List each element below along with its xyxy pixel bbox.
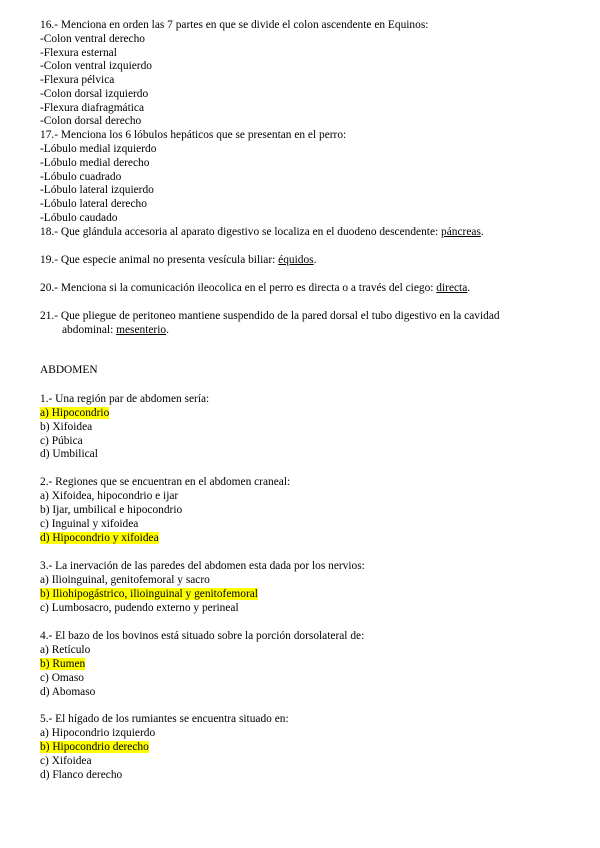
list-item: -Colon ventral izquierdo — [40, 60, 152, 72]
mc-option-label: d) Hipocondrio y xifoidea — [40, 532, 159, 544]
mc-option-label: c) Omaso — [40, 672, 84, 684]
mc-option — [40, 518, 138, 532]
mc-option — [40, 727, 155, 741]
question-20 — [40, 282, 470, 296]
question-20-end: . — [467, 282, 471, 294]
question-18-text: 18.- Que glándula accesoria al aparato digestivo se localiza en el duodeno descendente: — [40, 226, 442, 238]
mc-option-label: d) Flanco derecho — [40, 769, 123, 781]
list-item: -Lóbulo medial izquierdo — [40, 143, 157, 155]
mc-option — [40, 407, 109, 421]
mc-option — [40, 769, 122, 783]
mc-question: 2.- Regiones que se encuentran en el abdomen craneal: — [40, 476, 291, 488]
list-item: -Lóbulo medial derecho — [40, 157, 150, 169]
mc-question: 5.- El hígado de los rumiantes se encuentra situado en: — [40, 713, 289, 725]
mc-option — [40, 448, 98, 462]
mc-option-label: a) Ilioinguinal, genitofemoral y sacro — [40, 574, 210, 586]
mc-question: 4.- El bazo de los bovinos está situado sobre la porción dorsolateral de: — [40, 630, 365, 642]
question-21-text: abdominal: — [62, 324, 117, 336]
question-21-line-1: 21.- Que pliegue de peritoneo mantiene suspendido de la pared dorsal el tubo digestivo en la cavidad — [40, 310, 500, 322]
mc-option — [40, 588, 258, 602]
mc-option-label: b) Hipocondrio derecho — [40, 741, 149, 753]
question-19 — [40, 254, 316, 268]
list-item: -Flexura diafragmática — [40, 102, 145, 114]
mc-question: 3.- La inervación de las paredes del abdomen esta dada por los nervios: — [40, 560, 365, 572]
mc-option-label: b) Ijar, umbilical e hipocondrio — [40, 504, 183, 516]
question-19-end: . — [313, 254, 317, 266]
mc-option — [40, 532, 159, 546]
mc-option — [40, 644, 90, 658]
list-item: -Flexura pélvica — [40, 74, 115, 86]
mc-option — [40, 658, 85, 672]
mc-option-label: d) Umbilical — [40, 448, 98, 460]
list-item: -Colon dorsal derecho — [40, 115, 142, 127]
question-20-text: 20.- Menciona si la comunicación ileocolica en el perro es directa o a través del ciego: — [40, 282, 437, 294]
list-item: -Colon ventral derecho — [40, 33, 146, 45]
list-item: -Colon dorsal izquierdo — [40, 88, 149, 100]
question-16: 16.- Menciona en orden las 7 partes en que se divide el colon ascendente en Equinos: — [40, 19, 429, 31]
mc-question: 1.- Una región par de abdomen sería: — [40, 393, 210, 405]
answer-20: directa — [436, 282, 468, 294]
mc-option — [40, 490, 178, 504]
list-item: -Lóbulo lateral izquierdo — [40, 184, 154, 196]
mc-option — [40, 686, 95, 700]
mc-option-label: b) Rumen — [40, 658, 86, 670]
mc-option-label: a) Xifoidea, hipocondrio e ijar — [40, 490, 179, 502]
mc-option-label: a) Retículo — [40, 644, 91, 656]
mc-option-label: c) Púbica — [40, 435, 83, 447]
answer-18: páncreas — [441, 226, 481, 238]
question-18 — [40, 226, 484, 240]
mc-option — [40, 574, 210, 588]
question-17: 17.- Menciona los 6 lóbulos hepáticos que se presentan en el perro: — [40, 129, 347, 141]
mc-option — [40, 504, 182, 518]
mc-option-label: b) Iliohipogástrico, ilioinguinal y genitofemoral — [40, 588, 258, 600]
question-18-end: . — [480, 226, 484, 238]
mc-option — [40, 421, 92, 435]
question-21-line-2 — [62, 324, 169, 338]
list-item: -Lóbulo cuadrado — [40, 171, 122, 183]
mc-option — [40, 755, 92, 769]
list-item: -Lóbulo caudado — [40, 212, 118, 224]
section-title: ABDOMEN — [40, 364, 98, 376]
mc-option-label: b) Xifoidea — [40, 421, 93, 433]
mc-option-label: a) Hipocondrio izquierdo — [40, 727, 156, 739]
answer-19: équidos — [278, 254, 314, 266]
list-item: -Flexura esternal — [40, 47, 117, 59]
mc-option-label: d) Abomaso — [40, 686, 96, 698]
mc-option-label: c) Xifoidea — [40, 755, 92, 767]
question-19-text: 19.- Que especie animal no presenta vesícula biliar: — [40, 254, 279, 266]
question-21-end: . — [166, 324, 169, 336]
mc-option-label: a) Hipocondrio — [40, 407, 110, 419]
mc-option — [40, 741, 149, 755]
mc-option — [40, 672, 84, 686]
mc-option-label: c) Lumbosacro, pudendo externo y perineal — [40, 602, 239, 614]
answer-21: mesenterio — [116, 324, 167, 336]
mc-option — [40, 602, 239, 616]
mc-option — [40, 435, 83, 449]
mc-option-label: c) Inguinal y xifoidea — [40, 518, 139, 530]
list-item: -Lóbulo lateral derecho — [40, 198, 147, 210]
